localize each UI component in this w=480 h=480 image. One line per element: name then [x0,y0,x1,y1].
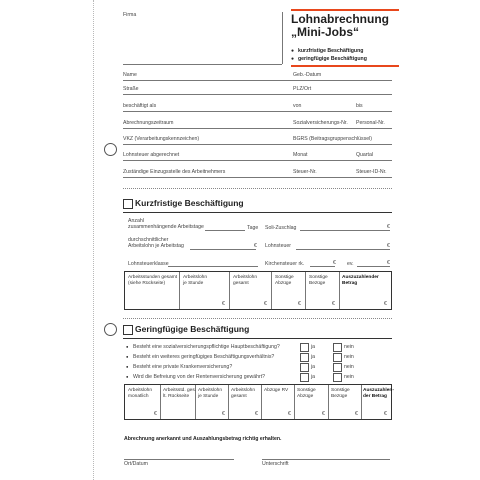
nein-label: nein [344,354,354,360]
firma-box-right [282,12,283,64]
abrechnungszeitraum-label: Abrechnungszeitraum [123,120,174,126]
form-title-line2: „Mini-Jobs“ [291,25,359,39]
table-divider [271,272,272,309]
table-header: Arbeitslohn gesamt [231,388,255,399]
lohnsteuerklasse-line[interactable] [168,266,258,267]
section-separator [123,318,392,319]
bis-label: bis [356,103,363,109]
nein-label: nein [344,374,354,380]
euro-sign: € [387,243,390,249]
table-header: Sonstige Bezüge [331,388,350,399]
soli-label: Soli-Zuschlag [265,225,297,231]
plz-ort-label: PLZ/Ort [293,86,312,92]
euro-sign: € [288,411,291,417]
euro-sign: € [384,301,387,307]
lohnsteuer-k-line[interactable] [296,249,390,250]
table-divider [328,385,329,419]
durchschnitt-label-2: Arbeitslohn je Arbeitstag [128,243,184,249]
table-divider [294,385,295,419]
table-divider [261,385,262,419]
euro-sign: € [355,411,358,417]
nein-checkbox-q2[interactable] [333,353,342,362]
ja-checkbox-q3[interactable] [300,363,309,372]
abrechnung-line[interactable] [123,128,392,129]
kirchensteuer-label: Kirchensteuer rk. [265,261,305,267]
nein-label: nein [344,344,354,350]
bgrs-label: BGRS (Beitragsgruppenschlüssel) [293,136,373,142]
euro-sign: € [387,260,390,266]
von-label: von [293,103,302,109]
question-bullet: ● [126,364,129,369]
name-label: Name [123,72,137,78]
table-header-total: Auszuzahlen- der Betrag [363,388,394,399]
table-divider [361,385,362,419]
firma-box-bottom [123,64,282,65]
bullet-kurzfristig: kurzfristige Beschäftigung [298,48,364,54]
bullet-dot: ● [291,56,295,62]
question-rentenversicherung: Wird die Befreiung von der Rentenversicherung gewährt? [133,374,266,380]
name-line[interactable] [123,80,392,81]
kurzfristig-heading: Kurzfristige Beschäftigung [135,198,244,208]
lohnsteuer-k-label: Lohnsteuer [265,243,291,249]
steuer-nr-label: Steuer-Nr. [293,169,317,175]
euro-sign: € [254,243,257,249]
lohnsteuerklasse-label: Lohnsteuerklasse [128,261,169,267]
arbeitstage-line[interactable] [205,230,245,231]
geb-datum-label: Geb.-Datum [293,72,322,78]
monat-label: Monat [293,152,308,158]
ja-checkbox-q1[interactable] [300,343,309,352]
confirmation-text: Abrechnung anerkannt und Auszahlungsbetrag richtig erhalten. [124,436,282,442]
ja-label: ja [311,364,316,370]
euro-sign: € [222,411,225,417]
ev-line[interactable] [357,266,390,267]
ja-checkbox-q2[interactable] [300,353,309,362]
soli-line[interactable] [300,230,390,231]
euro-sign: € [332,301,335,307]
table-header: Arbeitsstd. ges. lt. Rückseite [163,388,197,399]
table-header: Sonstige Bezüge [309,275,328,286]
ev-label: ev. [347,261,354,267]
ja-label: ja [311,354,316,360]
euro-sign: € [333,260,336,266]
euro-sign: € [264,301,267,307]
table-header: Arbeitslohn monatlich [128,388,152,399]
tage-label: Tage [247,225,259,231]
geringfuegig-table [124,384,392,420]
bullet-dot: ● [291,48,295,54]
question-bullet: ● [126,354,129,359]
question-hauptbeschaeftigung: Besteht eine sozialversicherungspflichtige Hauptbeschäftigung? [133,344,280,350]
question-weiteres: Besteht ein weiteres geringfügiges Beschäftigungsverhältnis? [133,354,275,360]
punch-hole-bottom [104,323,117,336]
table-divider [229,272,230,309]
table-divider [160,385,161,419]
table-header: Arbeitslohn je Stunde [183,275,207,286]
euro-sign: € [255,411,258,417]
kurzfristig-table [124,271,392,310]
lohnsteuer-line[interactable] [123,160,392,161]
vkz-label: VKZ (Verarbeitungskennzeichen) [123,136,200,142]
ort-datum-line[interactable] [124,459,234,460]
unterschrift-line[interactable] [262,459,390,460]
euro-sign: € [322,411,325,417]
geringfuegig-heading: Geringfügige Beschäftigung [135,324,250,334]
kurzfristig-checkbox[interactable] [123,199,133,209]
punch-hole-top [104,143,117,156]
euro-sign: € [298,301,301,307]
steuer-id-nr-label: Steuer-ID-Nr. [356,169,387,175]
strasse-line[interactable] [123,94,392,95]
strasse-label: Straße [123,86,139,92]
nein-checkbox-q1[interactable] [333,343,342,352]
bullet-geringfuegig: geringfügige Beschäftigung [298,56,367,62]
firma-label: Firma [123,12,137,18]
euro-sign: € [154,411,157,417]
nein-checkbox-q4[interactable] [333,373,342,382]
geringfuegig-heading-underline [123,338,392,339]
table-header: Arbeitslohn gesamt [233,275,257,286]
vkz-line[interactable] [123,144,392,145]
table-header-total: Auszuzahlender Betrag [342,275,379,286]
kirchensteuer-line[interactable] [310,266,335,267]
title-accent-top [291,9,399,11]
ja-label: ja [311,374,316,380]
section-separator [123,188,392,189]
table-divider [305,272,306,309]
euro-sign: € [387,224,390,230]
unterschrift-label: Unterschrift [262,461,289,467]
table-divider [228,385,229,419]
title-accent-bottom [291,65,399,67]
ja-checkbox-q4[interactable] [300,373,309,382]
beschaeftigt-line[interactable] [123,111,392,112]
durchschnitt-label-1: durchschnittlicher [128,237,169,243]
perforation-line [93,0,94,480]
geringfuegig-checkbox[interactable] [123,325,133,335]
arbeitstage-label: zusammenhängende Arbeitstage [128,224,204,230]
ort-datum-label: Ort/Datum [124,461,148,467]
table-header: Abzüge RV [264,388,289,393]
quartal-label: Quartal [356,152,374,158]
nein-label: nein [344,364,354,370]
euro-sign: € [222,301,225,307]
table-divider [179,272,180,309]
ja-label: ja [311,344,316,350]
lohnsteuer-abgerechnet-label: Lohnsteuer abgerechnet [123,152,180,158]
durchschnitt-line[interactable] [190,249,256,250]
beschaeftigt-als-label: beschäftigt als [123,103,157,109]
anzahl-label: Anzahl [128,218,144,224]
table-header: Arbeitslohn je Stunde [198,388,222,399]
personal-nr-label: Personal-Nr. [356,120,385,126]
question-bullet: ● [126,344,129,349]
table-divider [339,272,340,309]
table-header: Sonstige Abzüge [275,275,294,286]
question-krankenversicherung: Besteht eine private Krankenversicherung? [133,364,233,370]
sozialversicherungs-nr-label: Sozialversicherungs-Nr. [293,120,348,126]
euro-sign: € [384,411,387,417]
kurzfristig-heading-underline [123,212,392,213]
table-header: Arbeitsstunden gesamt (siehe Rückseite) [128,275,178,286]
table-header: Sonstige Abzüge [297,388,316,399]
form-title-line1: Lohnabrechnung [291,12,389,26]
nein-checkbox-q3[interactable] [333,363,342,372]
einzugsstelle-label: Zuständige Einzugsstelle des Arbeitnehmers [123,169,226,175]
question-bullet: ● [126,374,129,379]
einzugsstelle-line[interactable] [123,177,392,178]
